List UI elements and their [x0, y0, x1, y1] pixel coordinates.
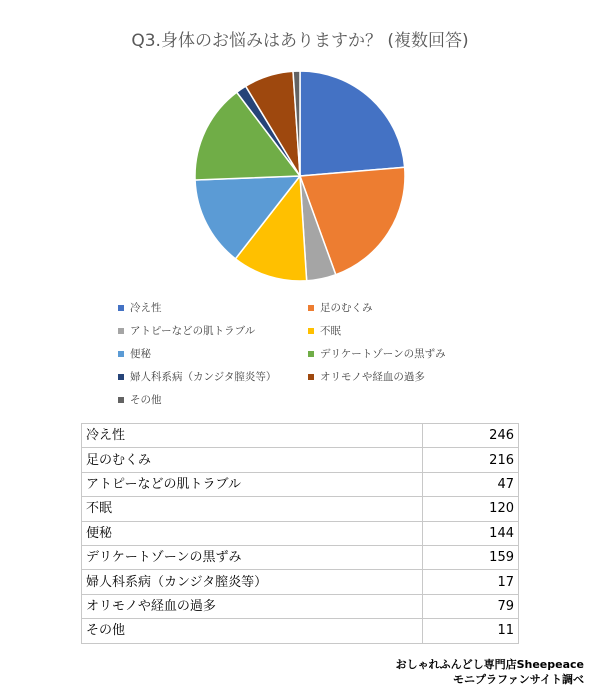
table-row	[82, 521, 519, 545]
data-table	[81, 423, 519, 644]
legend-item	[118, 392, 162, 407]
legend-label: 冷え性	[130, 302, 162, 314]
source-credit	[396, 657, 584, 687]
legend-swatch	[308, 374, 314, 380]
table-row	[82, 448, 519, 472]
legend-item	[118, 346, 151, 361]
row-label: 便秘	[82, 521, 423, 545]
pie-slice-1	[300, 71, 405, 176]
table-row	[82, 594, 519, 618]
legend-item	[118, 300, 162, 315]
credit-line-2: モニプラファンサイト調べ	[452, 673, 584, 686]
row-label: その他	[82, 619, 423, 643]
legend-label: デリケートゾーンの黒ずみ	[320, 348, 446, 360]
legend-label: その他	[130, 394, 162, 406]
row-label: 不眠	[82, 497, 423, 521]
row-value: 47	[423, 472, 519, 496]
legend-label: オリモノや経血の過多	[320, 371, 425, 383]
table-row	[82, 424, 519, 448]
row-value: 11	[423, 619, 519, 643]
table-row	[82, 570, 519, 594]
table-row	[82, 472, 519, 496]
legend-swatch	[118, 374, 124, 380]
legend-swatch	[118, 328, 124, 334]
row-label: 婦人科系病（カンジタ膣炎等）	[82, 570, 423, 594]
legend-swatch	[308, 305, 314, 311]
legend-label: 便秘	[130, 348, 151, 360]
legend-swatch	[118, 397, 124, 403]
legend-item	[308, 300, 373, 315]
row-label: 足のむくみ	[82, 448, 423, 472]
chart-title: Q3.身体のお悩みはありますか？ (複数回答)	[131, 31, 469, 51]
legend-item	[308, 369, 425, 384]
row-label: デリケートゾーンの黒ずみ	[82, 545, 423, 569]
legend-label: アトピーなどの肌トラブル	[130, 325, 256, 337]
row-value: 246	[423, 424, 519, 448]
row-value: 159	[423, 545, 519, 569]
row-label: アトピーなどの肌トラブル	[82, 472, 423, 496]
legend-swatch	[308, 328, 314, 334]
legend-item	[308, 346, 446, 361]
legend-swatch	[118, 305, 124, 311]
legend-label: 不眠	[320, 325, 341, 337]
table-row	[82, 545, 519, 569]
row-value: 17	[423, 570, 519, 594]
row-value: 120	[423, 497, 519, 521]
legend-label: 婦人科系病（カンジタ膣炎等）	[130, 371, 277, 383]
row-value: 144	[423, 521, 519, 545]
legend-item	[118, 323, 255, 338]
pie-chart	[190, 66, 410, 286]
row-value: 79	[423, 594, 519, 618]
legend-swatch	[308, 351, 314, 357]
legend-item	[308, 323, 341, 338]
table-row	[82, 497, 519, 521]
legend-label: 足のむくみ	[320, 302, 373, 314]
legend-item	[118, 369, 276, 384]
credit-line-1: おしゃれふんどし専門店Sheepeace	[395, 658, 584, 671]
legend-swatch	[118, 351, 124, 357]
table-row	[82, 619, 519, 643]
row-label: オリモノや経血の過多	[82, 594, 423, 618]
row-label: 冷え性	[82, 424, 423, 448]
row-value: 216	[423, 448, 519, 472]
